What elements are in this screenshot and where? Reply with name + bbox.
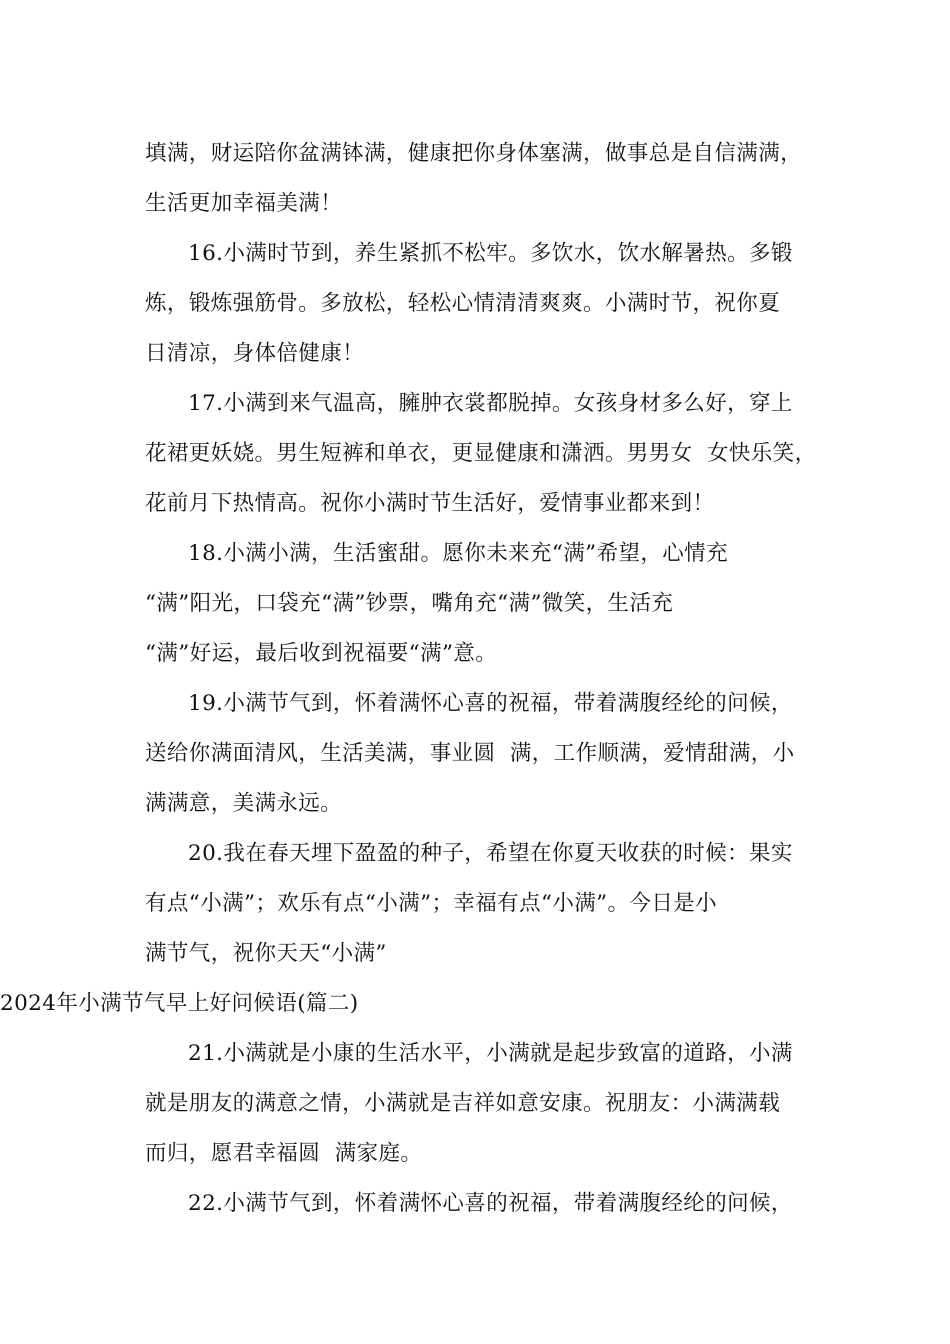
text-line: 日清凉，身体倍健康！ — [145, 341, 365, 366]
text-line: 花前月下热情高。祝你小满时节生活好，爱情事业都来到！ — [145, 491, 715, 516]
text-line: 满满意，美满永远。 — [145, 791, 343, 816]
paragraph-p-cont — [145, 129, 825, 229]
text-line: 花裙更妖娆。男生短裤和单衣，更显健康和潇洒。男男女 女快乐笑， — [145, 441, 817, 466]
text-line: 19.小满节气到，怀着满怀心喜的祝福，带着满腹经纶的问候， — [188, 691, 793, 716]
text-line: 16.小满时节到，养生紧抓不松牢。多饮水，饮水解暑热。多锻 — [188, 241, 793, 266]
text-line: “满”阳光，口袋充“满”钞票，嘴角充“满”微笑，生活充 — [145, 591, 674, 616]
paragraph-p18 — [145, 529, 825, 679]
text-line: 22.小满节气到，怀着满怀心喜的祝福，带着满腹经纶的问候， — [188, 1191, 793, 1216]
paragraph-p19 — [145, 679, 825, 829]
text-line: 炼，锻炼强筋骨。多放松，轻松心情清清爽爽。小满时节，祝你夏 — [145, 291, 781, 316]
text-line: 满节气，祝你天天“小满” — [145, 941, 387, 966]
text-line: 生活更加幸福美满！ — [145, 191, 343, 216]
section-heading — [0, 979, 825, 1029]
paragraph-p21 — [145, 1029, 825, 1179]
text-line: 填满，财运陪你盆满钵满，健康把你身体塞满，做事总是自信满满， — [145, 141, 803, 166]
paragraphs-before-heading — [145, 129, 825, 979]
text-line: 17.小满到来气温高，臃肿衣裳都脱掉。女孩身材多么好，穿上 — [188, 391, 793, 416]
paragraph-p22 — [145, 1179, 825, 1229]
text-line: “满”好运，最后收到祝福要“满”意。 — [145, 641, 498, 666]
text-line: 送给你满面清风，生活美满，事业圆 满，工作顺满，爱情甜满，小 — [145, 741, 795, 766]
text-line: 18.小满小满，生活蜜甜。愿你未来充“满”希望，心情充 — [188, 541, 728, 566]
document-body — [0, 129, 825, 1229]
text-line: 21.小满就是小康的生活水平，小满就是起步致富的道路，小满 — [188, 1041, 793, 1066]
section-heading-text: 2024年小满节气早上好问候语(篇二) — [0, 991, 359, 1016]
paragraph-p17 — [145, 379, 825, 529]
text-line: 而归，愿君幸福圆 满家庭。 — [145, 1141, 423, 1166]
text-line: 20.我在春天埋下盈盈的种子，希望在你夏天收获的时候：果实 — [188, 841, 793, 866]
paragraphs-after-heading — [145, 1029, 825, 1229]
text-line: 就是朋友的满意之情，小满就是吉祥如意安康。祝朋友：小满满载 — [145, 1091, 781, 1116]
text-line: 有点“小满”；欢乐有点“小满”；幸福有点“小满”。今日是小 — [145, 891, 718, 916]
paragraph-p20 — [145, 829, 825, 979]
paragraph-p16 — [145, 229, 825, 379]
